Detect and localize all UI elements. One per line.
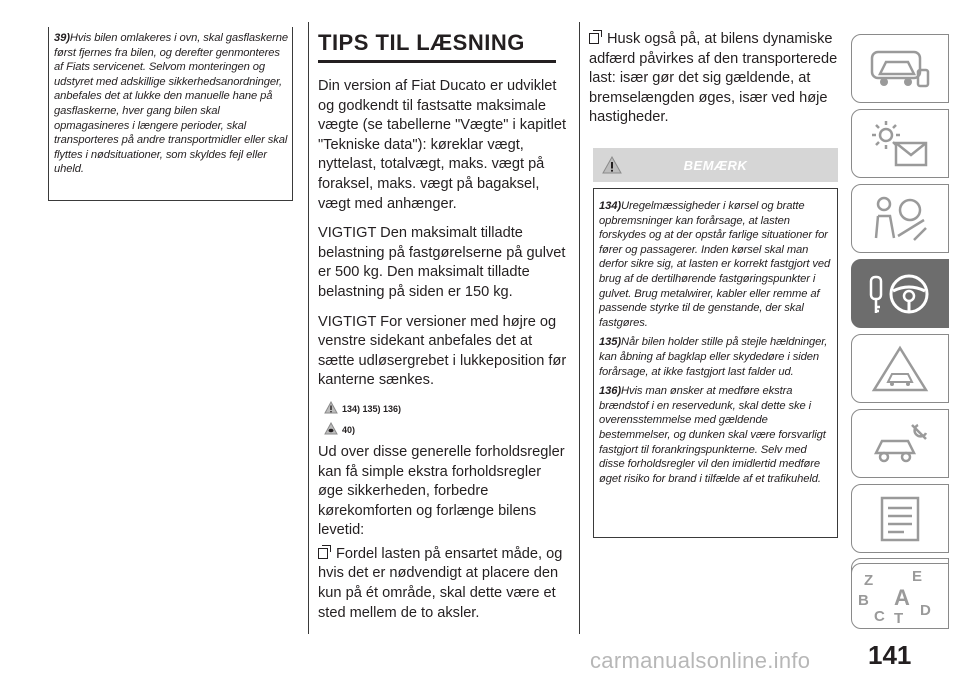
- note-references: [324, 422, 570, 435]
- paragraph-precautions: Ud over disse generelle forholdsregler kan få simple ekstra forholdsregler øge sikkerheden, forbedre kørekomforten og forlænge bilens levetid:: [318, 443, 565, 539]
- bullet-item-distribute-load: [318, 545, 570, 623]
- warning-note-box: [48, 27, 293, 201]
- note-134: [599, 199, 833, 330]
- watermark: carmanualsonline.info: [590, 648, 811, 673]
- chapter-tab-dashboard[interactable]: [851, 34, 949, 103]
- warning-triangle-icon: [324, 401, 338, 414]
- svg-text:E: E: [912, 568, 923, 585]
- middle-column: [318, 30, 570, 633]
- note-triangle-icon: [324, 422, 338, 435]
- chapter-tab-maintenance[interactable]: [851, 409, 949, 478]
- chapter-tab-safety[interactable]: [851, 184, 949, 253]
- svg-text:C: C: [874, 608, 885, 625]
- note-number: 136): [599, 385, 621, 398]
- warning-triangle-icon: [602, 156, 622, 174]
- chapter-tab-starting-driving[interactable]: [851, 259, 949, 328]
- note-body: Uregelmæssigheder i kørsel og bratte opbremsninger kan forårsage, at lasten forskydes og at der opstår farlige situationer for fører og passagerer. Inden kørsel skal man derfor sikre sig, at lasten er korrekt fastgjort ved brug af de dertilhørende fastgøringspunkter i gulvet. Brug metalwirer, kabler eller remme af passende styrke til de genstande, der skal fastgøres.: [599, 200, 831, 329]
- bullet-text: Fordel lasten på ensartet måde, og hvis det er nødvendigt at placere den kun på ét område, skal dette være et sted mellem de to aksler.: [318, 545, 563, 621]
- note-body: Hvis bilen omlakeres i ovn, skal gasflaskerne først fjernes fra bilen, og derefter genmonteres af Fiats servicenet. Selvom monteringen og udstyret med adskillige sikkerhedsanordninger, anbefales det at lukke den manuelle hane på gasflaskerne, hver gang bilen skal opmagasineres i længere perioder, skal transporteres på andre transportmidler eller skal flyttes i nødsituationer, som skyldes fejl eller uheld.: [54, 32, 288, 176]
- svg-text:D: D: [920, 602, 931, 619]
- warning-note: [54, 31, 288, 177]
- technical-data-list-icon: [868, 494, 932, 544]
- bullet-item-dynamic-behavior: [589, 30, 841, 128]
- note-135: [599, 335, 833, 379]
- column-divider-right: [579, 22, 580, 634]
- note-136: [599, 384, 833, 486]
- car-dashboard-icon: [868, 46, 932, 92]
- chapter-tab-emergency[interactable]: [851, 334, 949, 403]
- note-number: 134): [599, 200, 621, 212]
- warning-reference-text: 134) 135) 136): [342, 403, 402, 414]
- warning-references: [324, 401, 570, 414]
- checkbox-bullet-icon: [318, 548, 328, 559]
- chapter-tab-warning-lights[interactable]: [851, 109, 949, 178]
- svg-text:T: T: [894, 610, 904, 627]
- section-heading: TIPS TIL LÆSNING: [318, 30, 556, 63]
- warning-triangle-car-icon: [868, 344, 932, 394]
- note-box-body: [593, 188, 838, 538]
- bullet-text: Husk også på, at bilens dynamiske adfærd påvirkes af den transporterede last: især gør det sig gældende, at bremselængden øges, især ved høje hastigheder.: [589, 31, 838, 126]
- key-steering-wheel-icon: [865, 269, 935, 319]
- paragraph-weights: Din version af Fiat Ducato er udviklet og godkendt til fastsatte maksimale vægte (se tabellerne "Vægte" i kapitlet "Tekniske data"): køreklar vægt, nyttelast, totalvægt, maks. vægt på foraksel, maks. vægt på bagaksel, vægt med anhænger.: [318, 78, 567, 212]
- note-body: Hvis man ønsker at medføre ekstra brændstof i en reservedunk, skal dette ske i overensstemmelse med gældende bestemmelser, og dunken skal være forsvarligt fastgjort til forankringspunkterne. Selv med disse forholdsregler vil den imidlertid medføre øget risiko for brand i tilfælde af et trafikuheld.: [599, 385, 826, 485]
- note-body: Når bilen holder stille på stejle hældninger, kan åbning af bagklap eller skydedøre i siden forårsage, at ikke fastgjort last falder ud.: [599, 336, 828, 378]
- note-number: 135): [599, 336, 621, 349]
- note-box-title: BEMÆRK: [683, 157, 748, 173]
- column-divider-left: [308, 22, 309, 634]
- svg-text:A: A: [894, 585, 910, 610]
- note-number: 39): [54, 32, 70, 44]
- svg-text:Z: Z: [864, 572, 874, 589]
- page-number: 141: [868, 640, 912, 670]
- alphabet-index-icon: [854, 565, 944, 627]
- right-column: [589, 30, 841, 138]
- paragraph-side-edges: VIGTIGT For versioner med højre og venstre sidekant anbefales det at sætte udløsergrebet i lukkeposition før kanterne sænkes.: [318, 313, 567, 389]
- warning-light-envelope-icon: [868, 119, 932, 169]
- airbag-passenger-icon: [868, 194, 932, 244]
- wrench-car-icon: [868, 419, 932, 469]
- svg-text:B: B: [858, 592, 869, 609]
- chapter-tab-technical-data[interactable]: [851, 484, 949, 553]
- note-box-header: [593, 148, 838, 182]
- note-reference-text: 40): [342, 424, 356, 435]
- paragraph-floor-load: VIGTIGT Den maksimalt tilladte belastning på fastgørelserne på gulvet er 500 kg. Den maksimalt tilladte belastning på siden er 150 kg.: [318, 225, 566, 300]
- index-letters-tab[interactable]: [851, 563, 949, 629]
- checkbox-bullet-icon: [589, 33, 599, 44]
